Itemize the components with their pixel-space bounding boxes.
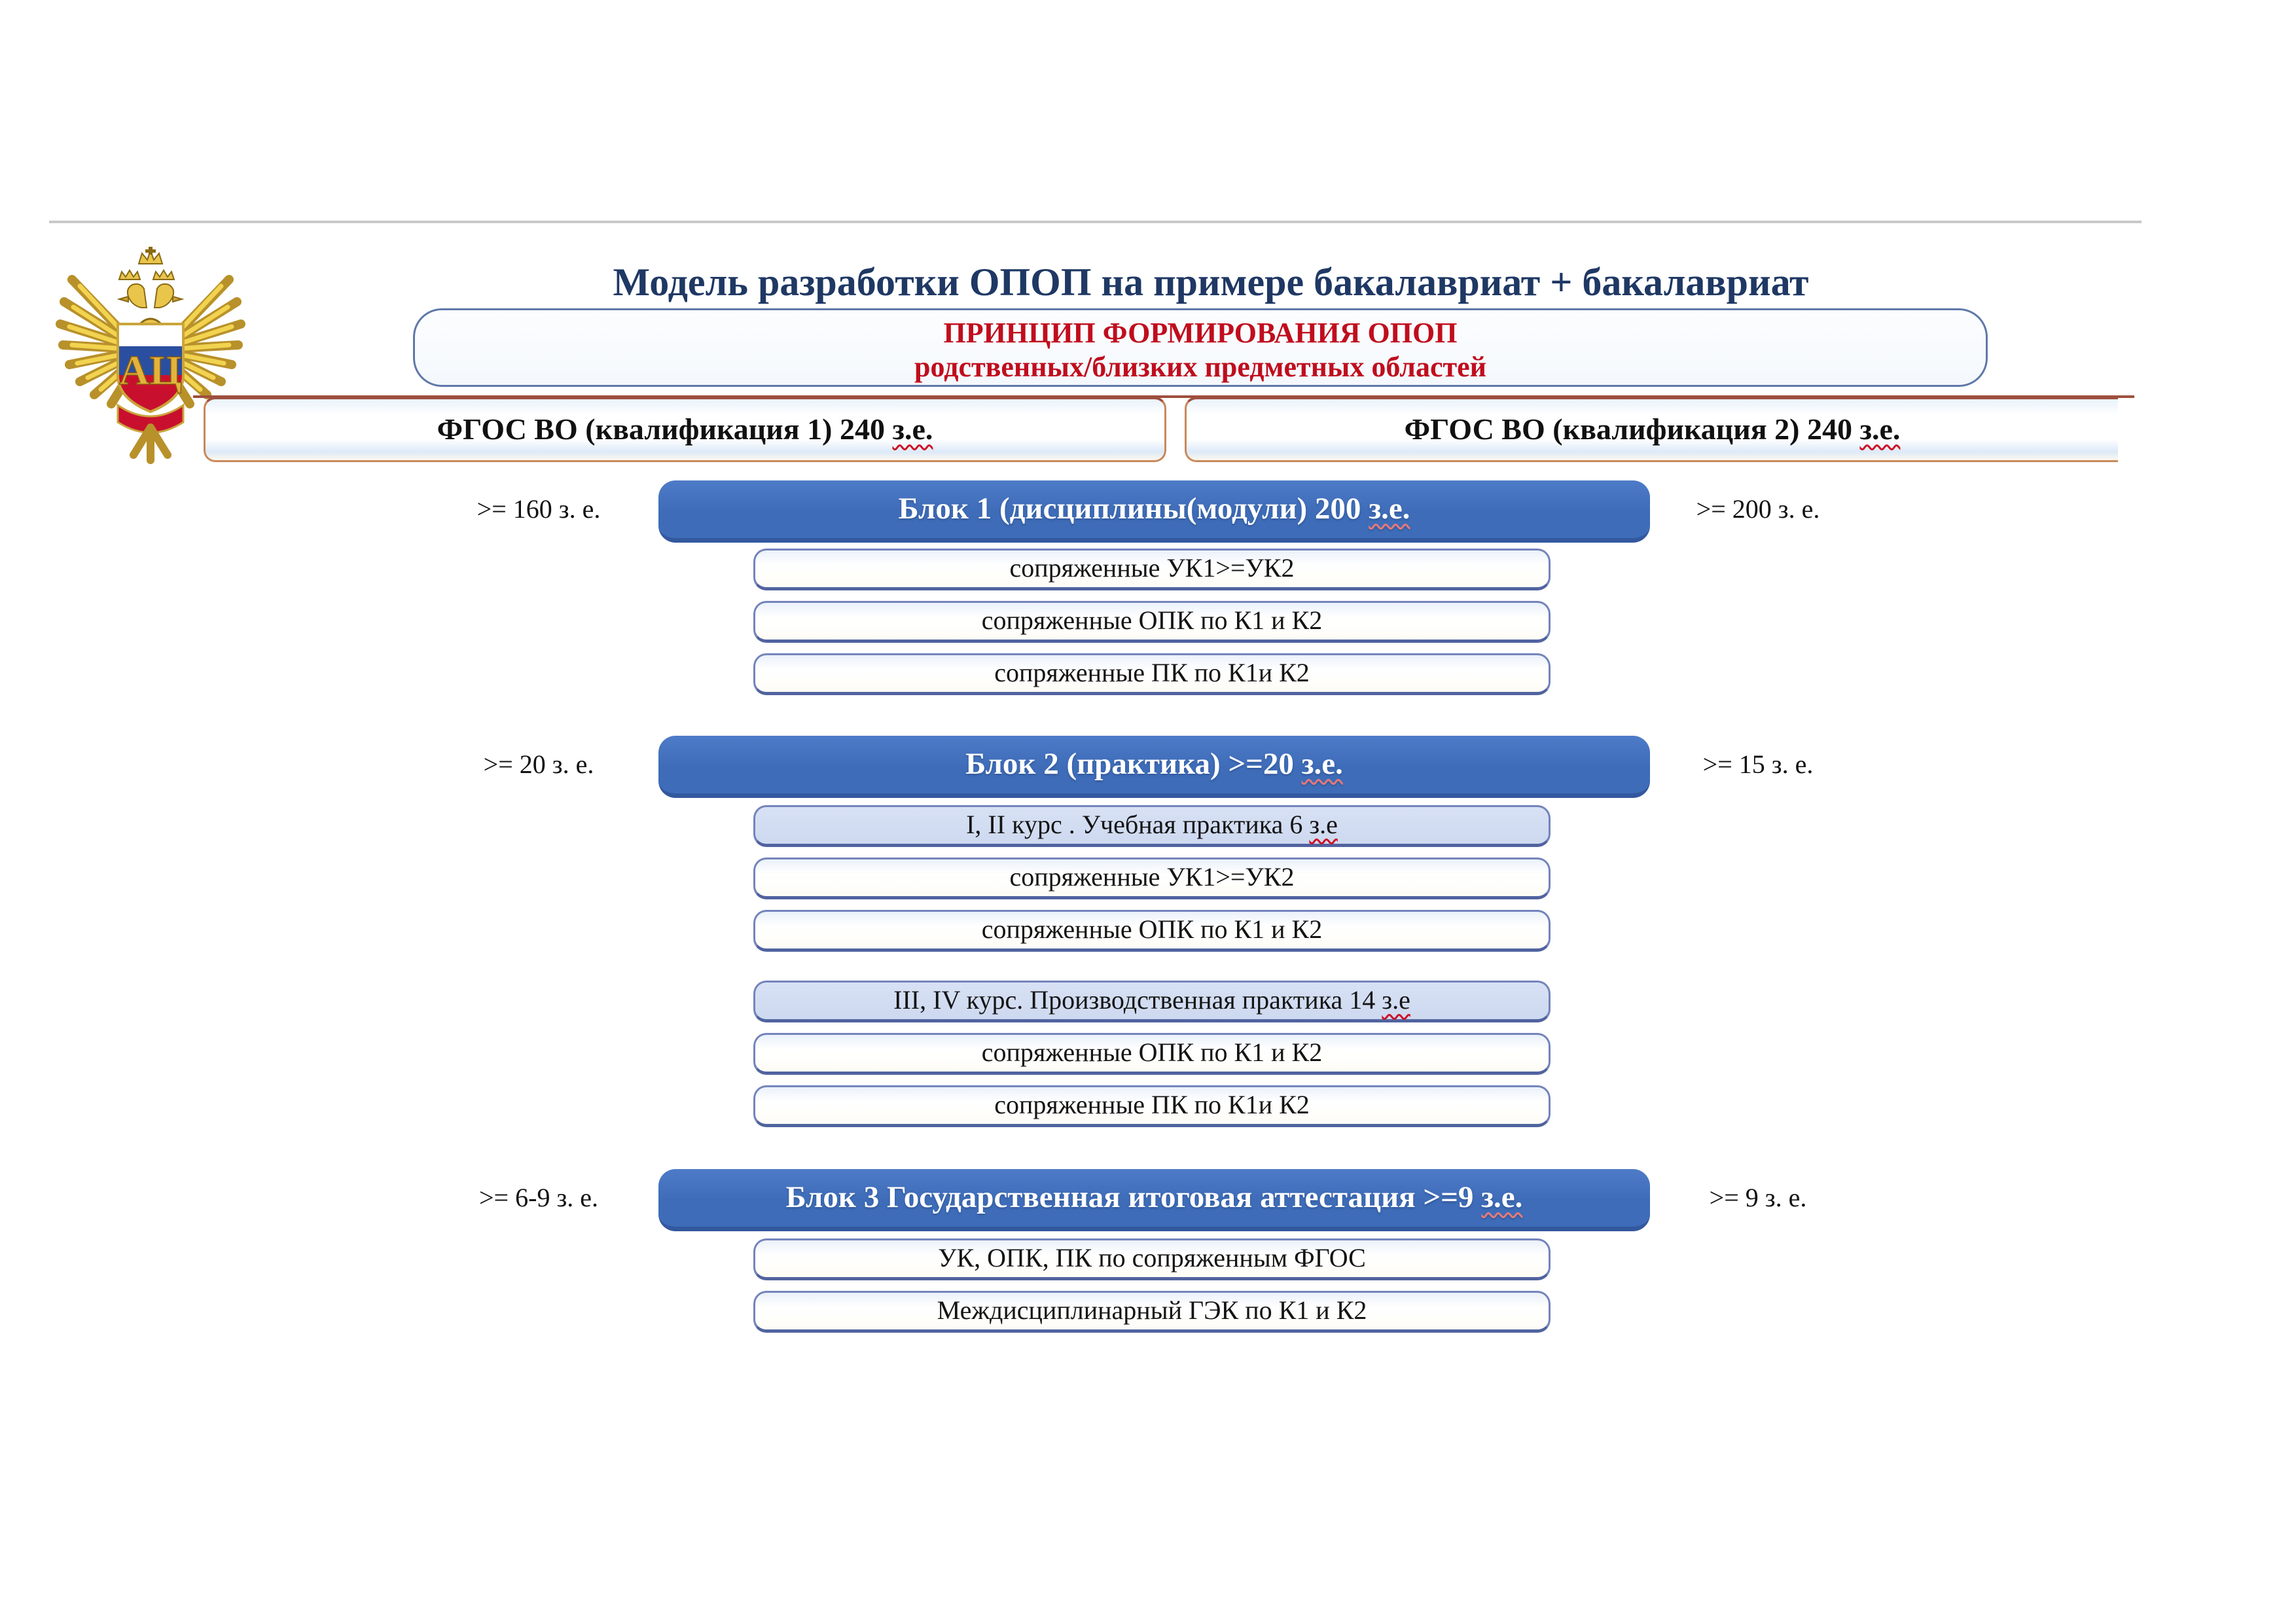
block3-row-2-label: Междисциплинарный ГЭК по К1 и К2	[937, 1295, 1367, 1325]
block1-row-1	[753, 549, 1551, 590]
block2-row-4-ze: з.е	[1382, 985, 1410, 1015]
block1-right-label: >= 200 з. е.	[1696, 494, 1820, 524]
block1-row-3-label: сопряженные ПК по К1и К2	[994, 658, 1310, 687]
block3-row-2	[753, 1291, 1551, 1333]
eagle-crowns	[119, 247, 174, 280]
block1-left-label: >= 160 з. е.	[476, 494, 601, 524]
block3-right-label: >= 9 з. е.	[1709, 1183, 1807, 1212]
block2-row-6-label: сопряженные ПК по К1и К2	[994, 1090, 1310, 1119]
block2-row-1-ze: з.е	[1309, 810, 1338, 839]
block1-header	[658, 480, 1650, 543]
block3-header-ze: з.е.	[1481, 1180, 1523, 1214]
slide-title: Модель разработки ОПОП на примере бакалавриат + бакалавриат	[613, 261, 1809, 304]
emblem-monogram: АЦ	[119, 347, 182, 393]
block2-row-4	[753, 981, 1551, 1022]
block2-row-2	[753, 857, 1551, 899]
block1-header-label: Блок 1 (дисциплины(модули) 200	[898, 492, 1369, 526]
block3-row-1-label: УК, ОПК, ПК по сопряженным ФГОС	[938, 1243, 1366, 1272]
principle-line-2: родственных/близких предметных областей	[914, 351, 1486, 383]
block2-row-6	[753, 1085, 1551, 1127]
block2-left-label: >= 20 з. е.	[483, 749, 594, 779]
block2-row-5-label: сопряженные ОПК по К1 и К2	[981, 1038, 1323, 1067]
fgos-box-1-label: ФГОС ВО (квалификация 1) 240	[437, 412, 893, 446]
block2-right-label: >= 15 з. е.	[1702, 749, 1814, 779]
block2-row-2-label: сопряженные УК1>=УК2	[1009, 862, 1295, 892]
top-divider-line	[49, 221, 2142, 223]
block2-row-1-label: I, II курс . Учебная практика 6	[966, 810, 1310, 839]
fgos-box-qualification-2	[1185, 397, 2118, 462]
block2-row-3-label: сопряженные ОПК по К1 и К2	[981, 914, 1323, 944]
block2-row-3	[753, 910, 1551, 952]
block2-row-1	[753, 805, 1551, 847]
fgos-box-qualification-1	[204, 397, 1166, 462]
block2-row-5	[753, 1033, 1551, 1075]
principle-line-1: ПРИНЦИП ФОРМИРОВАНИЯ ОПОП	[943, 317, 1458, 349]
eagle-tail	[134, 427, 168, 460]
block1-row-1-label: сопряженные УК1>=УК2	[1009, 553, 1295, 583]
block1-row-3	[753, 653, 1551, 695]
block2-header-ze: з.е.	[1301, 747, 1343, 781]
block3-header	[658, 1169, 1650, 1231]
block2-header-label: Блок 2 (практика) >=20	[965, 747, 1302, 781]
emblem-shield	[118, 324, 183, 414]
block3-header-label: Блок 3 Государственная итоговая аттестация >=9	[785, 1180, 1482, 1214]
block1-row-2	[753, 601, 1551, 643]
block1-row-2-label: сопряженные ОПК по К1 и К2	[981, 605, 1323, 635]
block1-header-ze: з.е.	[1369, 492, 1410, 526]
fgos-box-2-ze: з.е.	[1859, 412, 1901, 446]
principle-box	[413, 308, 1988, 387]
block2-header	[658, 736, 1650, 798]
block3-left-label: >= 6-9 з. е.	[479, 1183, 598, 1212]
fgos-box-1-ze: з.е.	[892, 412, 933, 446]
eagle-heads	[119, 284, 182, 308]
block3-row-1	[753, 1238, 1551, 1280]
fgos-box-2-label: ФГОС ВО (квалификация 2) 240	[1404, 412, 1860, 446]
block2-row-4-label: III, IV курс. Производственная практика 14	[893, 985, 1382, 1015]
